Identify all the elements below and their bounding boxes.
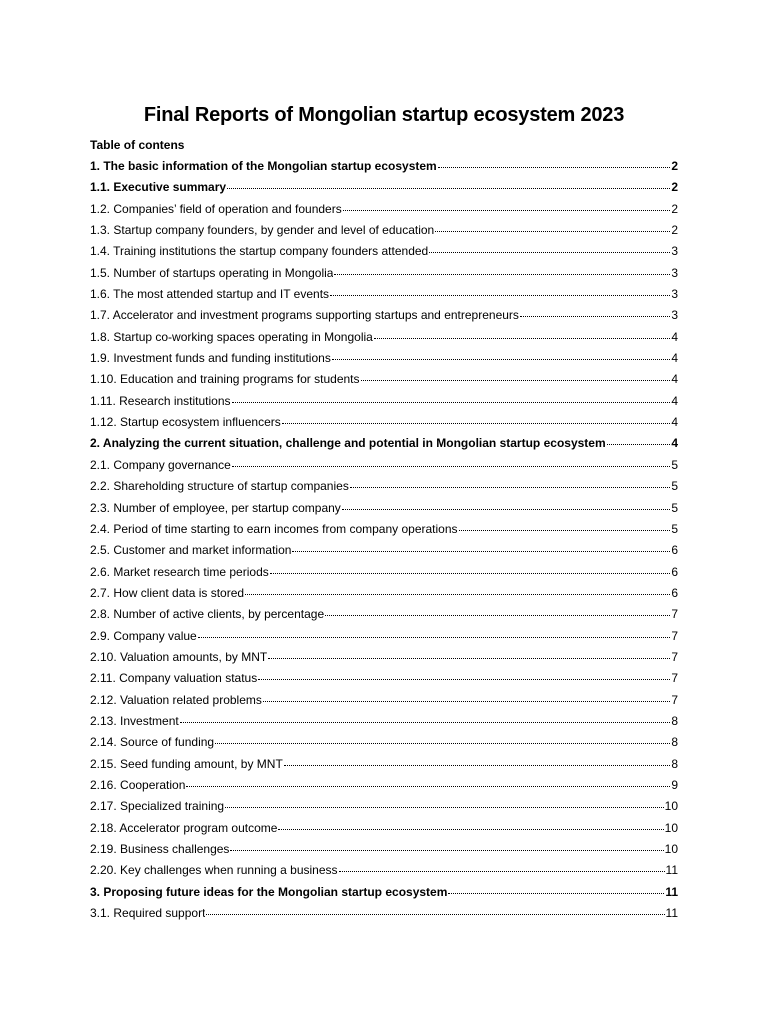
toc-dot-leader bbox=[258, 679, 670, 680]
toc-entry-title: 2.3. Number of employee, per startup company bbox=[90, 500, 341, 515]
toc-entry-title: 1.2. Companies’ field of operation and founders bbox=[90, 201, 342, 216]
toc-page-number: 9 bbox=[671, 777, 678, 792]
toc-dot-leader bbox=[429, 252, 670, 253]
toc-entry[interactable] bbox=[90, 264, 678, 285]
toc-entry[interactable] bbox=[90, 178, 678, 199]
toc-entry[interactable] bbox=[90, 285, 678, 306]
toc-entry[interactable] bbox=[90, 456, 678, 477]
toc-entry-title: 1.7. Accelerator and investment programs supporting startups and entrepreneurs bbox=[90, 308, 519, 323]
toc-page-number: 11 bbox=[665, 906, 678, 921]
toc-dot-leader bbox=[282, 423, 671, 424]
toc-page-number: 6 bbox=[671, 543, 678, 558]
toc-entry-title: 2.2. Shareholding structure of startup companies bbox=[90, 479, 349, 494]
toc-entry-title: 1.12. Startup ecosystem influencers bbox=[90, 415, 281, 430]
toc-entry[interactable] bbox=[90, 669, 678, 690]
toc-page-number: 3 bbox=[671, 287, 678, 302]
toc-entry-title: 3. Proposing future ideas for the Mongolian startup ecosystem bbox=[90, 884, 448, 899]
toc-entry-title: 2.11. Company valuation status bbox=[90, 671, 258, 686]
toc-entry[interactable] bbox=[90, 584, 678, 605]
toc-entry[interactable] bbox=[90, 733, 678, 754]
toc-entry[interactable] bbox=[90, 883, 678, 904]
toc-entry-title: 1.6. The most attended startup and IT events bbox=[90, 287, 330, 302]
toc-entry[interactable] bbox=[90, 776, 678, 797]
toc-page-number: 11 bbox=[665, 863, 678, 878]
toc-dot-leader bbox=[232, 402, 671, 403]
toc-entry-title: 2.10. Valuation amounts, by MNT bbox=[90, 649, 268, 664]
toc-entry[interactable] bbox=[90, 221, 678, 242]
toc-dot-leader bbox=[361, 380, 671, 381]
toc-entry[interactable] bbox=[90, 605, 678, 626]
toc-page-number: 3 bbox=[671, 244, 678, 259]
toc-dot-leader bbox=[334, 274, 670, 275]
table-of-contents bbox=[90, 157, 678, 925]
toc-heading: Table of contens bbox=[90, 138, 185, 152]
toc-page-number: 4 bbox=[671, 372, 678, 387]
toc-page-number: 4 bbox=[671, 351, 678, 366]
toc-entry-title: 2.4. Period of time starting to earn incomes from company operations bbox=[90, 521, 458, 536]
toc-entry[interactable] bbox=[90, 520, 678, 541]
toc-dot-leader bbox=[215, 743, 670, 744]
toc-entry[interactable] bbox=[90, 755, 678, 776]
toc-page-number: 11 bbox=[665, 884, 678, 899]
toc-entry[interactable] bbox=[90, 242, 678, 263]
toc-page-number: 5 bbox=[671, 500, 678, 515]
toc-dot-leader bbox=[232, 466, 671, 467]
toc-page-number: 2 bbox=[671, 159, 678, 173]
toc-dot-leader bbox=[245, 594, 670, 595]
toc-page-number: 8 bbox=[671, 735, 678, 750]
toc-entry[interactable] bbox=[90, 840, 678, 861]
toc-entry-title: 1.11. Research institutions bbox=[90, 393, 231, 408]
toc-entry[interactable] bbox=[90, 306, 678, 327]
toc-entry[interactable] bbox=[90, 157, 678, 178]
toc-entry-title: 2.19. Business challenges bbox=[90, 842, 230, 856]
toc-dot-leader bbox=[520, 316, 670, 317]
toc-page-number: 6 bbox=[671, 585, 678, 600]
toc-entry[interactable] bbox=[90, 413, 678, 434]
toc-page-number: 2 bbox=[671, 223, 678, 238]
toc-entry-title: 1.8. Startup co-working spaces operating in Mongolia bbox=[90, 329, 373, 344]
toc-page-number: 2 bbox=[671, 201, 678, 216]
toc-entry[interactable] bbox=[90, 819, 678, 840]
toc-entry-title: 2.1. Company governance bbox=[90, 457, 231, 472]
toc-page-number: 4 bbox=[671, 393, 678, 408]
toc-entry[interactable] bbox=[90, 627, 678, 648]
toc-entry[interactable] bbox=[90, 861, 678, 882]
toc-entry-title: 2.13. Investment bbox=[90, 713, 179, 728]
toc-dot-leader bbox=[278, 829, 663, 830]
toc-page-number: 2 bbox=[671, 180, 678, 195]
toc-entry-title: 2.6. Market research time periods bbox=[90, 564, 269, 579]
toc-page-number: 10 bbox=[664, 820, 678, 835]
toc-entry-title: 2.8. Number of active clients, by percentage bbox=[90, 607, 325, 622]
toc-page-number: 5 bbox=[671, 521, 678, 536]
toc-dot-leader bbox=[180, 722, 671, 723]
toc-page-number: 8 bbox=[671, 713, 678, 728]
toc-entry-title: 3.1. Required support bbox=[90, 906, 206, 921]
toc-entry[interactable] bbox=[90, 328, 678, 349]
toc-dot-leader bbox=[330, 295, 670, 296]
toc-page-number: 5 bbox=[671, 479, 678, 494]
toc-dot-leader bbox=[448, 893, 664, 894]
toc-page-number: 7 bbox=[671, 607, 678, 622]
toc-dot-leader bbox=[263, 701, 670, 702]
toc-entry-title: 2.14. Source of funding bbox=[90, 735, 215, 750]
toc-page-number: 4 bbox=[671, 415, 678, 430]
toc-entry[interactable] bbox=[90, 349, 678, 370]
toc-entry[interactable] bbox=[90, 499, 678, 520]
toc-entry-title: 2.15. Seed funding amount, by MNT bbox=[90, 756, 283, 771]
toc-dot-leader bbox=[268, 658, 670, 659]
toc-entry[interactable] bbox=[90, 541, 678, 562]
toc-page-number: 7 bbox=[671, 649, 678, 664]
toc-dot-leader bbox=[374, 338, 670, 339]
toc-page-number: 8 bbox=[671, 756, 678, 771]
toc-entry-title: 1.3. Startup company founders, by gender and level of education bbox=[90, 223, 435, 238]
toc-dot-leader bbox=[198, 637, 671, 638]
toc-dot-leader bbox=[339, 871, 665, 872]
toc-page-number: 3 bbox=[671, 308, 678, 323]
toc-page-number: 10 bbox=[664, 799, 678, 814]
toc-entry[interactable] bbox=[90, 648, 678, 669]
toc-entry[interactable] bbox=[90, 712, 678, 733]
toc-page-number: 7 bbox=[671, 628, 678, 643]
toc-entry[interactable] bbox=[90, 392, 678, 413]
toc-entry[interactable] bbox=[90, 797, 678, 818]
toc-dot-leader bbox=[227, 188, 670, 189]
toc-entry-title: 2.20. Key challenges when running a business bbox=[90, 863, 338, 878]
toc-page-number: 4 bbox=[671, 329, 678, 344]
toc-dot-leader bbox=[342, 509, 671, 510]
toc-entry-title: 2.18. Accelerator program outcome bbox=[90, 820, 278, 835]
toc-dot-leader bbox=[438, 167, 671, 168]
toc-dot-leader bbox=[186, 786, 670, 787]
toc-page-number: 3 bbox=[671, 265, 678, 280]
toc-dot-leader bbox=[435, 231, 670, 232]
toc-entry-title: 1.9. Investment funds and funding institutions bbox=[90, 351, 331, 366]
toc-dot-leader bbox=[270, 573, 671, 574]
toc-page-number: 4 bbox=[671, 436, 678, 451]
toc-entry-title: 1.10. Education and training programs for students bbox=[90, 372, 360, 387]
toc-entry-title: 1.4. Training institutions the startup company founders attended bbox=[90, 244, 429, 259]
toc-entry-title: 2. Analyzing the current situation, challenge and potential in Mongolian startup ecosystem bbox=[90, 436, 606, 451]
toc-entry-title: 2.16. Cooperation bbox=[90, 777, 186, 792]
toc-entry[interactable] bbox=[90, 370, 678, 391]
toc-entry-title: 2.5. Customer and market information bbox=[90, 543, 292, 558]
toc-page-number: 5 bbox=[671, 457, 678, 472]
toc-entry-title: 2.7. How client data is stored bbox=[90, 585, 245, 600]
toc-entry[interactable] bbox=[90, 691, 678, 712]
toc-dot-leader bbox=[230, 850, 663, 851]
toc-entry[interactable] bbox=[90, 904, 678, 925]
toc-dot-leader bbox=[607, 444, 671, 445]
toc-entry[interactable] bbox=[90, 200, 678, 221]
toc-dot-leader bbox=[292, 551, 670, 552]
toc-dot-leader bbox=[284, 765, 671, 766]
toc-dot-leader bbox=[459, 530, 671, 531]
toc-entry[interactable] bbox=[90, 563, 678, 584]
toc-dot-leader bbox=[350, 487, 670, 488]
toc-dot-leader bbox=[225, 807, 664, 808]
document-title: Final Reports of Mongolian startup ecosystem 2023 bbox=[143, 104, 625, 126]
toc-dot-leader bbox=[325, 615, 670, 616]
toc-page-number: 10 bbox=[664, 842, 678, 856]
toc-entry-title: 2.17. Specialized training bbox=[90, 799, 225, 814]
toc-page-number: 6 bbox=[671, 564, 678, 579]
toc-page-number: 7 bbox=[671, 692, 678, 707]
toc-entry-title: 1. The basic information of the Mongolian startup ecosystem bbox=[90, 159, 437, 173]
toc-entry[interactable] bbox=[90, 477, 678, 498]
toc-dot-leader bbox=[332, 359, 670, 360]
toc-entry-title: 1.1. Executive summary bbox=[90, 180, 227, 195]
toc-entry[interactable] bbox=[90, 434, 678, 455]
toc-entry-title: 2.9. Company value bbox=[90, 628, 197, 643]
toc-page-number: 7 bbox=[671, 671, 678, 686]
toc-dot-leader bbox=[343, 210, 671, 211]
toc-entry-title: 1.5. Number of startups operating in Mongolia bbox=[90, 265, 334, 280]
toc-entry-title: 2.12. Valuation related problems bbox=[90, 692, 262, 707]
toc-dot-leader bbox=[206, 914, 664, 915]
